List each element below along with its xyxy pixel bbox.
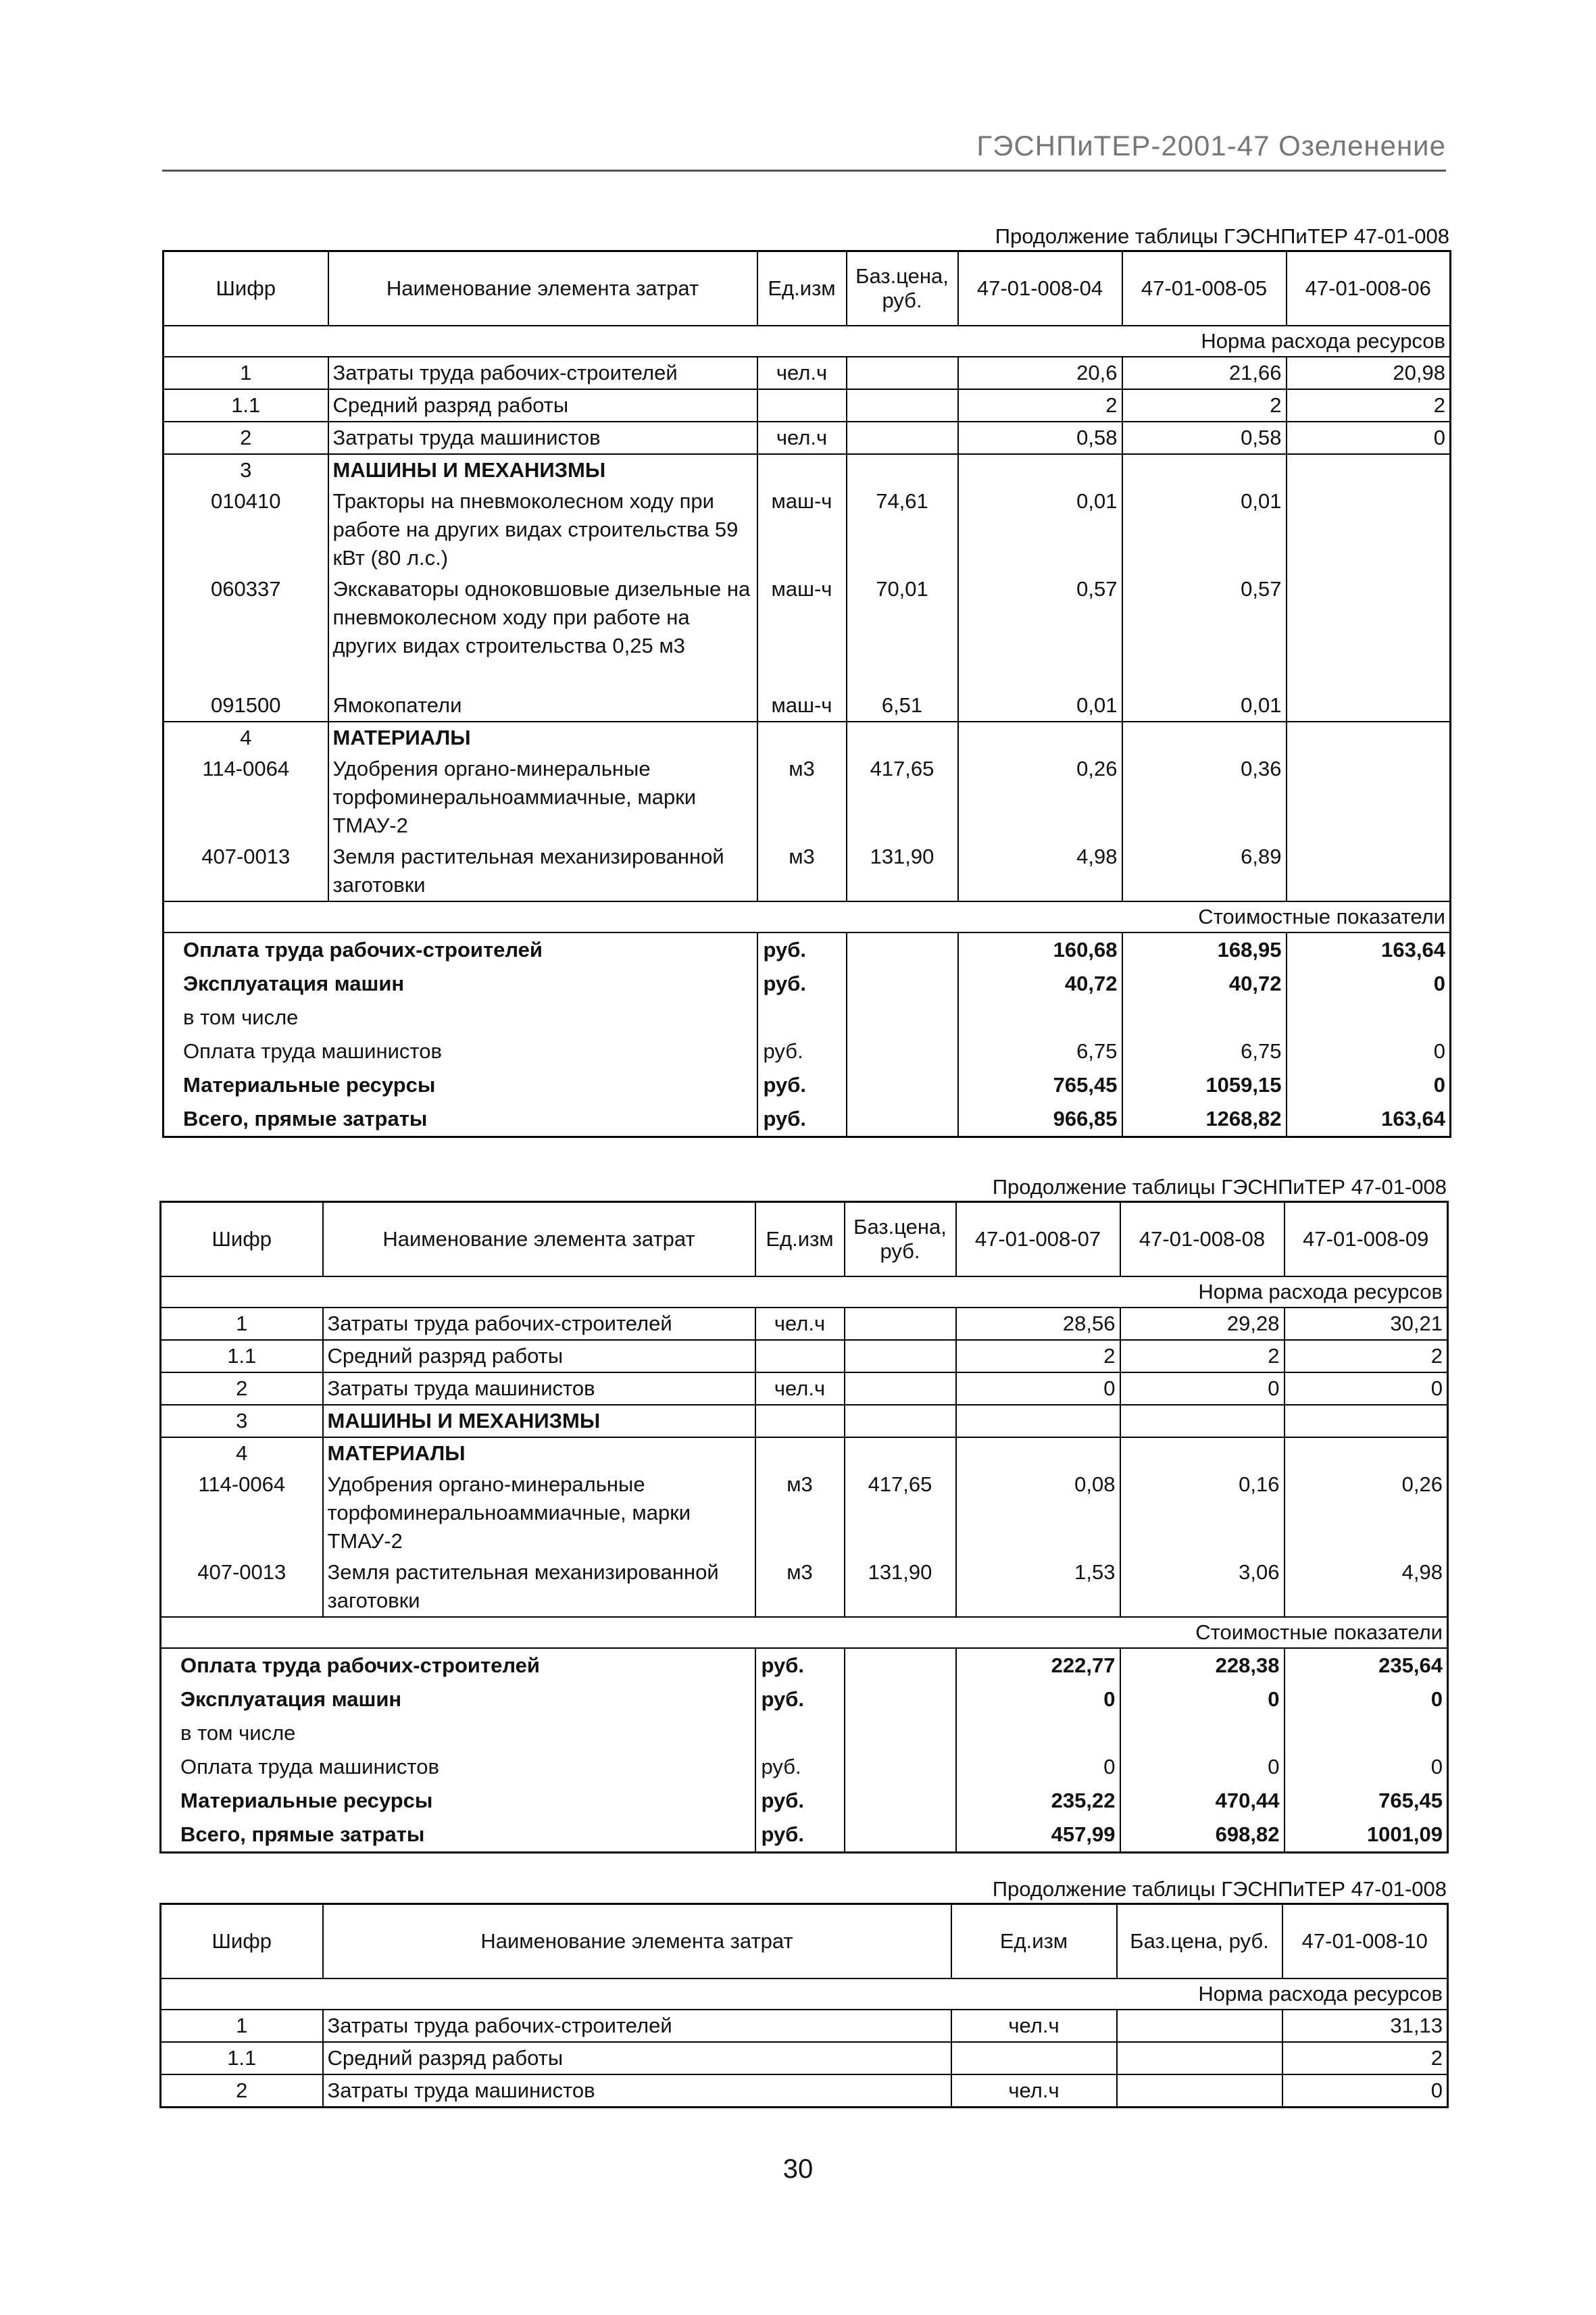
table-block-1 [162,223,1449,1138]
cost-value-07: 0 [956,1683,1120,1716]
row-value-04: 0,01 [958,690,1122,722]
row-price: 131,90 [845,1557,956,1617]
column-header-unit: Ед.изм [757,251,847,326]
row-value-04: 0,58 [958,422,1122,454]
row-code: 1 [164,357,328,389]
row-unit: чел.ч [951,2010,1117,2042]
row-value-05 [1122,722,1287,753]
row-value-05: 6,89 [1122,841,1287,901]
row-code: 4 [240,726,252,749]
row-value-09: 30,21 [1285,1308,1448,1340]
cost-unit: руб. [755,1818,845,1853]
resource-table-1 [162,250,1451,1138]
row-value-08: 0,16 [1120,1469,1285,1557]
row-price [845,1437,956,1469]
section-title: МАШИНЫ И МЕХАНИЗМЫ [328,454,757,486]
cost-value-04: 6,75 [958,1035,1122,1068]
row-price: 131,90 [847,841,958,901]
cost-value-07: 235,22 [956,1784,1120,1818]
cost-value-09: 235,64 [1285,1648,1448,1683]
cost-unit: руб. [757,1035,847,1068]
table-header-row [164,251,1451,326]
cost-price [845,1716,956,1750]
table-row [161,1372,1448,1405]
cost-label: Оплата труда машинистов [180,1755,439,1778]
cost-value-05: 6,75 [1122,1035,1287,1068]
row-value-07: 28,56 [956,1308,1120,1340]
column-header-code-05: 47-01-008-05 [1122,251,1287,326]
row-unit: чел.ч [951,2074,1117,2108]
cost-price [847,1068,958,1102]
row-name: Затраты труда машинистов [323,2074,951,2108]
section-row-machines [164,454,1451,486]
row-code: 407-0013 [197,1560,286,1584]
table-row [161,2010,1448,2042]
row-name: Ямокопатели [328,690,757,722]
row-name: Затраты труда машинистов [323,1372,755,1405]
row-code: 1.1 [164,389,328,422]
row-name: Земля растительная механизированной заготовки [328,841,757,901]
cost-price [845,1784,956,1818]
header-divider [162,170,1446,172]
row-price [845,1405,956,1437]
row-unit: м3 [757,841,847,901]
cost-label: Всего, прямые затраты [161,1818,755,1853]
cost-row [164,1035,1451,1068]
row-price [847,722,958,753]
row-value-07 [956,1405,1120,1437]
cost-label: Всего, прямые затраты [164,1102,757,1137]
row-price: 6,51 [847,690,958,722]
row-name: Средний разряд работы [323,1340,755,1372]
cost-row [161,1648,1448,1683]
column-header-code-08: 47-01-008-08 [1120,1202,1285,1277]
section-title: МАШИНЫ И МЕХАНИЗМЫ [323,1405,755,1437]
cost-price [847,1102,958,1137]
row-code: 010410 [211,489,281,513]
row-name: Земля растительная механизированной заготовки [323,1557,755,1617]
row-value-08: 0 [1120,1372,1285,1405]
cost-value-04: 160,68 [958,932,1122,967]
row-value-07: 2 [956,1340,1120,1372]
column-header-code: Шифр [161,1904,323,1979]
row-value-04: 2 [958,389,1122,422]
cost-row [161,1716,1448,1750]
table-row [161,2074,1448,2108]
row-value-05: 0,01 [1122,690,1287,722]
cost-value-06: 0 [1287,1068,1451,1102]
row-value-08 [1120,1437,1285,1469]
row-value-06 [1287,722,1451,753]
cost-band: Стоимостные показатели [164,901,1451,932]
table-row [164,841,1451,901]
cost-value-08: 698,82 [1120,1818,1285,1853]
cost-label: Оплата труда рабочих-строителей [180,1653,540,1677]
column-header-code-07: 47-01-008-07 [956,1202,1120,1277]
table-row [161,1469,1448,1557]
cost-value-05: 40,72 [1122,967,1287,1001]
row-value-05: 0,36 [1122,753,1287,841]
resource-table-3 [159,1903,1449,2108]
row-value-06 [1287,753,1451,841]
row-value-08: 2 [1120,1340,1285,1372]
row-value-10: 31,13 [1282,2010,1448,2042]
cost-row [161,1818,1448,1853]
row-name: Затраты труда рабочих-строителей [328,357,757,389]
row-price: 74,61 [847,486,958,574]
row-unit [757,454,847,486]
cost-row [161,1683,1448,1716]
norm-band: Норма расхода ресурсов [161,1978,1448,2010]
table-row [161,2042,1448,2074]
table-row [164,422,1451,454]
row-name: Средний разряд работы [328,389,757,422]
row-unit [757,389,847,422]
row-value-05: 0,01 [1122,486,1287,574]
table-row [164,690,1451,722]
table-header-row [161,1904,1448,1979]
table-row [164,389,1451,422]
row-price [845,1308,956,1340]
row-price [845,1372,956,1405]
cost-value-08: 228,38 [1120,1648,1285,1683]
row-unit [757,722,847,753]
cost-unit: руб. [755,1683,845,1716]
cost-row [161,1750,1448,1784]
cost-unit: руб. [757,967,847,1001]
row-unit [755,1437,845,1469]
row-unit: м3 [757,753,847,841]
row-value-07: 0,08 [956,1469,1120,1557]
column-header-code: Шифр [164,251,328,326]
table-row [161,1308,1448,1340]
row-code: 2 [161,1372,323,1405]
cost-value-06: 163,64 [1287,932,1451,967]
row-name: Затраты труда машинистов [328,422,757,454]
row-price [1117,2042,1282,2074]
row-value-08: 29,28 [1120,1308,1285,1340]
cost-price [845,1648,956,1683]
row-unit: маш-ч [757,486,847,574]
section-row-materials [164,722,1451,753]
row-value-05 [1122,454,1287,486]
cost-value-06: 0 [1287,967,1451,1001]
cost-value-04: 40,72 [958,967,1122,1001]
row-value-06: 2 [1287,389,1451,422]
row-price [847,454,958,486]
row-value-09 [1285,1405,1448,1437]
row-value-05: 0,57 [1122,574,1287,690]
table-caption: Продолжение таблицы ГЭСНПиТЕР 47-01-008 [992,1175,1447,1199]
table-row [164,753,1451,841]
row-value-09: 2 [1285,1340,1448,1372]
column-header-price: Баз.цена, руб. [847,251,958,326]
cost-label: Материальные ресурсы [183,1073,436,1097]
table-caption: Продолжение таблицы ГЭСНПиТЕР 47-01-008 [992,1877,1447,1901]
cost-value-05 [1122,1001,1287,1035]
row-code: 4 [236,1441,248,1465]
running-title: ГЭСНПиТЕР-2001-47 Озеленение [976,130,1446,161]
row-value-09: 0 [1285,1372,1448,1405]
cost-value-09: 765,45 [1285,1784,1448,1818]
cost-label: Эксплуатация машин [183,972,405,995]
cost-value-09: 1001,09 [1285,1818,1448,1853]
cost-price [847,1001,958,1035]
cost-price [847,1035,958,1068]
row-code: 114-0064 [202,757,290,780]
row-code: 3 [161,1405,323,1437]
norm-band: Норма расхода ресурсов [164,326,1451,357]
cost-unit: руб. [757,1102,847,1137]
row-value-04 [958,722,1122,753]
table-header-row [161,1202,1448,1277]
row-value-06 [1287,454,1451,486]
cost-value-08: 0 [1120,1683,1285,1716]
cost-unit [757,1001,847,1035]
row-price [845,1340,956,1372]
cost-value-06: 0 [1287,1035,1451,1068]
row-value-10: 0 [1282,2074,1448,2108]
column-header-unit: Ед.изм [755,1202,845,1277]
row-name: Затраты труда рабочих-строителей [323,1308,755,1340]
cost-label: Эксплуатация машин [180,1687,402,1711]
row-price: 70,01 [847,574,958,690]
row-value-07: 1,53 [956,1557,1120,1617]
row-code: 1.1 [161,1340,323,1372]
cost-price [845,1818,956,1853]
row-unit: чел.ч [755,1308,845,1340]
row-unit: маш-ч [757,690,847,722]
cost-unit: руб. [755,1784,845,1818]
cost-price [847,932,958,967]
cost-unit: руб. [757,1068,847,1102]
cost-row [164,1102,1451,1137]
row-value-09: 0,26 [1285,1469,1448,1557]
cost-row [164,1068,1451,1102]
row-code: 407-0013 [201,845,291,868]
cost-value-06 [1287,1001,1451,1035]
cost-price [845,1683,956,1716]
row-value-06 [1287,841,1451,901]
row-unit [755,1405,845,1437]
row-unit [755,1340,845,1372]
row-value-07 [956,1437,1120,1469]
table-block-3 [159,1876,1447,2108]
row-value-06: 20,98 [1287,357,1451,389]
row-name: Экскаваторы одноковшовые дизельные на пневмоколесном ходу при работе на других видах строительства 0,25 м3 [328,574,757,690]
row-value-05: 21,66 [1122,357,1287,389]
cost-value-07 [956,1716,1120,1750]
cost-value-06: 163,64 [1287,1102,1451,1137]
cost-value-07: 457,99 [956,1818,1120,1853]
row-code: 060337 [211,577,281,601]
row-code: 1.1 [161,2042,323,2074]
norm-band: Норма расхода ресурсов [161,1276,1448,1308]
cost-label: Оплата труда машинистов [183,1039,442,1063]
table-block-2 [159,1174,1447,1853]
cost-price [847,967,958,1001]
cost-row [161,1784,1448,1818]
row-unit: м3 [755,1469,845,1557]
cost-label: в том числе [183,1005,299,1029]
cost-unit [755,1716,845,1750]
cost-row [164,1001,1451,1035]
cost-value-07: 0 [956,1750,1120,1784]
cost-value-09 [1285,1716,1448,1750]
row-unit: маш-ч [757,574,847,690]
section-row-machines [161,1405,1448,1437]
column-header-code: Шифр [161,1202,323,1277]
row-unit: чел.ч [757,357,847,389]
row-name: Тракторы на пневмоколесном ходу при работе на других видах строительства 59 кВт (80 л.с.) [328,486,757,574]
row-code: 2 [164,422,328,454]
row-value-04 [958,454,1122,486]
column-header-name: Наименование элемента затрат [323,1904,951,1979]
column-header-name: Наименование элемента затрат [323,1202,755,1277]
row-value-09: 4,98 [1285,1557,1448,1617]
table-row [164,574,1451,690]
column-header-unit: Ед.изм [951,1904,1117,1979]
cost-value-08: 0 [1120,1750,1285,1784]
row-price: 417,65 [845,1469,956,1557]
row-unit: чел.ч [757,422,847,454]
row-value-04: 0,26 [958,753,1122,841]
row-value-05: 2 [1122,389,1287,422]
row-value-06 [1287,574,1451,690]
row-value-04: 4,98 [958,841,1122,901]
column-header-code-10: 47-01-008-10 [1282,1904,1448,1979]
column-header-price: Баз.цена, руб. [1117,1904,1282,1979]
cost-band: Стоимостные показатели [161,1617,1448,1648]
row-code: 1 [161,2010,323,2042]
row-value-09 [1285,1437,1448,1469]
row-unit: м3 [755,1557,845,1617]
column-header-name: Наименование элемента затрат [328,251,757,326]
table-row [161,1557,1448,1617]
row-name: Средний разряд работы [323,2042,951,2074]
row-value-04: 0,01 [958,486,1122,574]
cost-unit: руб. [755,1750,845,1784]
resource-table-2 [159,1201,1449,1853]
section-row-materials [161,1437,1448,1469]
cost-value-05: 168,95 [1122,932,1287,967]
cost-unit: руб. [755,1648,845,1683]
table-caption: Продолжение таблицы ГЭСНПиТЕР 47-01-008 [995,224,1449,248]
row-price [847,357,958,389]
row-value-04: 0,57 [958,574,1122,690]
cost-value-04 [958,1001,1122,1035]
row-value-07: 0 [956,1372,1120,1405]
cost-value-05: 1059,15 [1122,1068,1287,1102]
cost-label: Материальные ресурсы [180,1789,433,1812]
row-unit: чел.ч [755,1372,845,1405]
section-title: МАТЕРИАЛЫ [323,1437,755,1469]
cost-label: Оплата труда рабочих-строителей [183,938,543,962]
column-header-code-09: 47-01-008-09 [1285,1202,1448,1277]
section-title: МАТЕРИАЛЫ [328,722,757,753]
page-number: 30 [782,2154,814,2184]
row-value-06: 0 [1287,422,1451,454]
cost-row [164,967,1451,1001]
cost-value-04: 966,85 [958,1102,1122,1137]
row-code: 3 [240,458,252,482]
cost-value-07: 222,77 [956,1648,1120,1683]
cost-value-09: 0 [1285,1750,1448,1784]
row-code: 2 [236,2078,248,2102]
row-value-06 [1287,690,1451,722]
row-code: 1 [161,1308,323,1340]
cost-row [164,932,1451,967]
row-value-04: 20,6 [958,357,1122,389]
table-row [164,486,1451,574]
cost-value-08: 470,44 [1120,1784,1285,1818]
cost-value-04: 765,45 [958,1068,1122,1102]
row-price [1117,2010,1282,2042]
row-value-05: 0,58 [1122,422,1287,454]
row-price [1117,2074,1282,2108]
row-price [847,422,958,454]
column-header-code-06: 47-01-008-06 [1287,251,1451,326]
row-value-06 [1287,486,1451,574]
row-value-08: 3,06 [1120,1557,1285,1617]
cost-value-09: 0 [1285,1683,1448,1716]
row-code: 114-0064 [198,1472,286,1496]
row-value-10: 2 [1282,2042,1448,2074]
table-row [164,357,1451,389]
row-code: 091500 [164,690,328,722]
row-name: Удобрения органо-минеральные торфоминеральноаммиачные, марки ТМАУ-2 [328,753,757,841]
cost-unit: руб. [757,932,847,967]
row-price: 417,65 [847,753,958,841]
row-unit [951,2042,1117,2074]
cost-label: в том числе [180,1721,296,1745]
cost-price [845,1750,956,1784]
row-name: Удобрения органо-минеральные торфоминеральноаммиачные, марки ТМАУ-2 [323,1469,755,1557]
cost-value-05: 1268,82 [1122,1102,1287,1137]
table-row [161,1340,1448,1372]
cost-value-08 [1120,1716,1285,1750]
row-name: Затраты труда рабочих-строителей [323,2010,951,2042]
row-value-08 [1120,1405,1285,1437]
row-price [847,389,958,422]
column-header-code-04: 47-01-008-04 [958,251,1122,326]
column-header-price: Баз.цена, руб. [845,1202,956,1277]
